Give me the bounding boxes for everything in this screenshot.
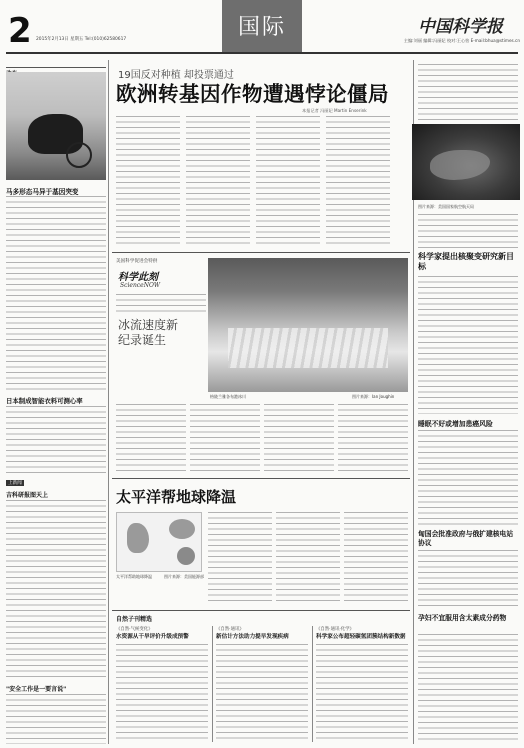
bottom-item-1-headline: 水资源从干旱评价升级成预警 — [116, 634, 189, 640]
bottom-item-2-headline: 新估计方法助力提早发现疾病 — [216, 634, 289, 640]
right-column-lower — [418, 214, 518, 744]
science-now-text-col-2 — [190, 404, 260, 472]
pacific-text-col-3 — [344, 512, 408, 604]
lead-story — [112, 60, 412, 250]
science-now-text-col-1 — [116, 404, 186, 472]
science-now-subtitle: ScienceNOW — [120, 282, 161, 289]
pacific-text-col-2 — [276, 512, 340, 604]
bottom-item-3-text — [316, 644, 408, 740]
left-text-1 — [6, 196, 106, 392]
left-headline-3: 吉科研报图天上 — [6, 492, 49, 499]
pacific-story — [112, 480, 410, 608]
sulky-wheel — [66, 142, 92, 168]
left-text-3 — [6, 500, 106, 678]
masthead-rule — [6, 52, 518, 54]
right-text-1 — [418, 214, 518, 248]
masthead — [0, 0, 524, 58]
science-now-title: 科学此刻 — [118, 272, 158, 283]
lead-text-col-1 — [116, 116, 180, 244]
left-box-label: 上新闻 — [8, 481, 22, 486]
right-text-5 — [418, 634, 518, 742]
page-number: 2 — [8, 11, 32, 51]
glacier-photo — [208, 258, 408, 392]
satellite-photo — [412, 124, 520, 200]
lead-text-col-2 — [186, 116, 250, 244]
right-headline-3: 匈国会批准政府与俄扩建核电站协议 — [418, 530, 514, 547]
bottom-item-1-kicker: 《自然·气候变化》 — [116, 627, 153, 632]
lead-headline: 欧洲转基因作物遭遇悖论僵局 — [116, 82, 389, 106]
bottom-row — [112, 612, 410, 744]
right-text-2 — [418, 276, 518, 414]
map-landmass-3 — [177, 547, 195, 565]
right-text-4 — [418, 550, 518, 610]
glacier-ice-field — [228, 328, 388, 368]
horse-race-photo — [6, 72, 106, 180]
left-headline-4: "安全工作是一要言说" — [6, 686, 67, 693]
science-now — [112, 254, 410, 476]
section-title: 国际 — [237, 15, 286, 40]
glacier-photo-caption: 格陵兰雅各布港冰川 — [210, 394, 246, 399]
lead-byline: 本报记者 冯丽妃 Martin Enserink — [302, 108, 367, 113]
bottom-item-1-text — [116, 644, 208, 740]
bottom-item-3 — [316, 626, 408, 742]
lead-text-col-3 — [256, 116, 320, 244]
left-column — [6, 60, 106, 744]
left-text-2 — [6, 406, 106, 476]
right-text-3 — [418, 430, 518, 526]
date-line: 2015年2月13日 星期五 Tel:(010)62580617 — [36, 37, 127, 42]
bottom-item-3-headline: 科学家公布超轻碳氢团簇结构新数据 — [316, 634, 406, 640]
bottom-item-2 — [216, 626, 308, 742]
bottom-top-rule — [112, 610, 410, 611]
bottom-divider-1 — [212, 626, 213, 742]
bottom-divider-2 — [312, 626, 313, 742]
map-landmass-1 — [127, 523, 149, 553]
lead-text-col-4 — [326, 116, 390, 244]
satellite-land — [430, 150, 490, 180]
science-now-text-1 — [116, 294, 206, 316]
pacific-map — [116, 512, 202, 572]
bottom-item-2-kicker: 《自然·通讯》 — [216, 627, 244, 632]
right-headline-2: 睡眠不好或增加患癌风险 — [418, 420, 493, 428]
science-now-top-rule — [112, 252, 410, 253]
pacific-map-credit: 图片来源：美国能源部 — [164, 574, 204, 579]
editor-line: 主编:刘丽 编辑:冯丽妃 校对:王心怡 E-mail:bhua@stimes.cn — [403, 38, 520, 43]
paper-name: 中国科学报 — [418, 17, 503, 37]
pacific-headline: 太平洋帮地球降温 — [116, 488, 237, 506]
science-now-headline: 冰流速度新纪录诞生 — [118, 318, 179, 347]
pacific-top-rule — [112, 478, 410, 479]
pacific-text-col-1 — [208, 512, 272, 604]
left-column-divider — [108, 60, 109, 744]
right-headline-1: 科学家提出核聚变研究新目标 — [418, 252, 514, 271]
left-headline-2: 日本制成智能衣料可测心率 — [6, 397, 83, 405]
bottom-item-1 — [116, 626, 208, 742]
glacier-photo-credit: 图片来源：Ian Joughin — [352, 394, 395, 399]
lead-kicker: 19国反对种植 却投票通过 — [118, 70, 234, 81]
left-text-4 — [6, 694, 106, 744]
bottom-item-3-kicker: 《自然·通讯·化学》 — [316, 627, 354, 632]
left-headline-1: 马多形态马异于基因突变 — [6, 188, 79, 196]
column-label — [6, 60, 106, 68]
science-now-badge: 美国科学促进会特供 — [116, 259, 158, 264]
science-now-text-col-3 — [264, 404, 334, 472]
bottom-item-2-text — [216, 644, 308, 740]
right-headline-4: 孕妇不宜服用含太素成分药物 — [418, 614, 507, 622]
science-now-text-col-4 — [338, 404, 408, 472]
satellite-photo-caption: 图片来源：美国国家航空航天局 — [418, 204, 474, 209]
map-landmass-2 — [169, 519, 195, 539]
bottom-section-label: 自然子刊精选 — [116, 616, 153, 623]
pacific-map-caption: 太平洋帮助地球降温 — [116, 574, 152, 579]
